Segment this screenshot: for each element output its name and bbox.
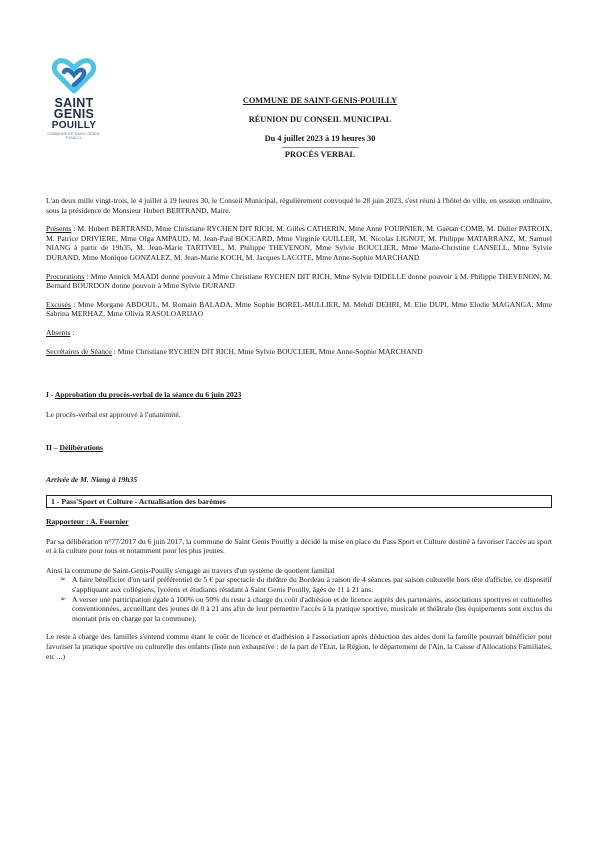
arrival-note: Arrivée de M. Niang à 19h35	[46, 474, 138, 484]
section-2-heading	[46, 443, 552, 453]
absents-paragraph	[46, 328, 552, 338]
section-2-prefix: II –	[46, 443, 60, 453]
secretaires-text: : Mme Christiane RYCHEN DIT RICH, Mme Sylvie BOUCLIER, Mme Anne-Sophie MARCHAND	[111, 346, 423, 356]
excuses-label: Excusés	[46, 299, 71, 309]
absents-text: :	[70, 327, 75, 337]
section-2-title: Délibérations	[59, 443, 103, 453]
saint-genis-pouilly-logo	[44, 58, 104, 140]
absents-label: Absents	[46, 327, 71, 337]
meeting-title: RÉUNION DU CONSEIL MUNICIPAL	[248, 115, 392, 124]
excuses-text: : Mme Morgane ABDOUL, M. Romain BALADA, Mme Sophie BOREL-MULLIER, M. Mehdi DEHRI, M. Elie DUPI, Mme Elodie MAGANGA, Mme Sabrina MERHAZ, Mme Olivia RASOLOARIJAO	[46, 299, 552, 319]
header-separator: ------------------------------------------	[281, 143, 359, 151]
secretaires-label: Secrétaires de Séance	[46, 346, 112, 356]
item-1-paragraph-2: Ainsi la commune de Saint-Genis-Pouilly s'engage au travers d'un système de quotient familial	[46, 565, 335, 575]
logo-line-pouilly: POUILLY	[51, 120, 97, 131]
heart-logo-icon	[52, 58, 96, 94]
presents-paragraph	[46, 224, 552, 262]
commune-title: COMMUNE DE SAINT-GENIS-POUILLY	[242, 96, 398, 105]
item-1-paragraph-3: Le reste à charge des familles s'entend comme étant le coût de licence et d'adhésion à l'association après déduction des aides dont la famille pourrait bénéficier pour favoriser la pratique sportive ou culturelle des enfants (liste non exhaustive : de la part de l'Etat, la Région, le département de l'Ain, la Caisse d'Allocations Familiales, etc ...)	[46, 632, 552, 661]
document-header	[200, 96, 440, 160]
presents-text: : M. Hubert BERTRAND, Mme Christiane RYCHEN DIT RICH, M. Gilles CATHERIN, Mme Anne FOURNIER, M. Gaëtan COMB, M. Didier PATROIX, M. Patrice DRIVIERE, Mme Olga AMPAUD, M. Jean-Paul BOCCARD, Mme Virginie GUILLER, M. Nicolas LIGNOT, M. Philippe MATARRANZ, M. Samuel NIANG à partir de 19h35, M. Jean-Marie TARTIVEL, M. Philippe THEVENON, Mme Sylvie BOUCLIER, Mme Marie-Christine CANSELL, Mme Sylvie DURAND, Mme Monique GONZALEZ, M. Jean-Marie KOCH, M. Jacques LACOTE, Mme Anne-Sophie MARCHAND	[46, 224, 552, 262]
excuses-paragraph	[46, 300, 552, 319]
procurations-label: Procurations	[46, 271, 85, 281]
item-1-bullet-list	[46, 575, 552, 623]
item-1-title-box: 1 - Pass'Sport et Culture - Actualisation des barèmes	[46, 495, 552, 509]
pv-title: PROCÈS VERBAL	[284, 150, 356, 159]
section-1-text: Le procès-verbal est approuvé à l'unanimité.	[46, 409, 181, 419]
logo-line-genis: GENIS	[53, 107, 95, 121]
presents-label: Présents	[46, 224, 72, 234]
meeting-date: Du 4 juillet 2023 à 19 heures 30	[264, 134, 376, 143]
logo-tagline: COMMUNE DE SAINT-GENIS-POUILLY	[47, 132, 101, 140]
rapporteur-line: Rapporteur : A. Fournier	[46, 517, 129, 527]
intro-paragraph: L'an deux mille vingt-trois, le 4 juillet à 19 heures 30, le Conseil Municipal, régulièrement convoqué le 28 juin 2023, s'est réuni à l'hôtel de ville, en session ordinaire, sous la présidence de Monsieur Hubert BERTRAND, Maire.	[46, 196, 552, 215]
item-1-paragraph-1: Par sa délibération n°77/2017 du 6 juin 2017, la commune de Saint Genis Pouilly a décidé la mise en place du Pass Sport et Culture destiné à favoriser l'accès au sport et à la culture pour tous et notamment pour les plus jeunes.	[46, 536, 552, 556]
section-1-heading	[46, 390, 552, 400]
procurations-text: : Mme Annick MAADI donne pouvoir à Mme Christiane RYCHEN DIT RICH, Mme Sylvie DIDELLE donne pouvoir à M. Philippe THEVENON, M. Bernard BOURDON donne pouvoir à Mme Sylvie DURAND	[46, 271, 552, 291]
section-1-prefix: I -	[46, 390, 55, 400]
logo-line-saint: SAINT	[54, 96, 94, 110]
procurations-paragraph	[46, 272, 552, 291]
section-1-title: Approbation du procès-verbal de la séance du 6 juin 2023	[54, 390, 242, 400]
document-body	[46, 196, 552, 661]
list-item: ➢ A verser une participation égale à 100% ou 50% du reste à charge du coût d'adhésion et de licence auprès des partenaires, associations sportives et culturelles conventionnées, accueillant des jeunes de 0 à 21 ans afin de leur permettre l'accès à la pratique sportive, musicale et théâtrale (les équipements sont exclus du montant pris en charge par la commune).	[60, 595, 552, 624]
list-item: ➢ A faire bénéficier d'un tarif préférentiel de 5 € par spectacle du théâtre du Bordeau à raison de 4 séances par saison culturelle hors tête d'affiche, ce dispositif s'appliquant aux collégiens, lycéens et étudiants résidant à Saint Genis Pouilly, âgés de 11 à 21 ans.	[60, 575, 552, 594]
secretaires-paragraph	[46, 347, 552, 357]
